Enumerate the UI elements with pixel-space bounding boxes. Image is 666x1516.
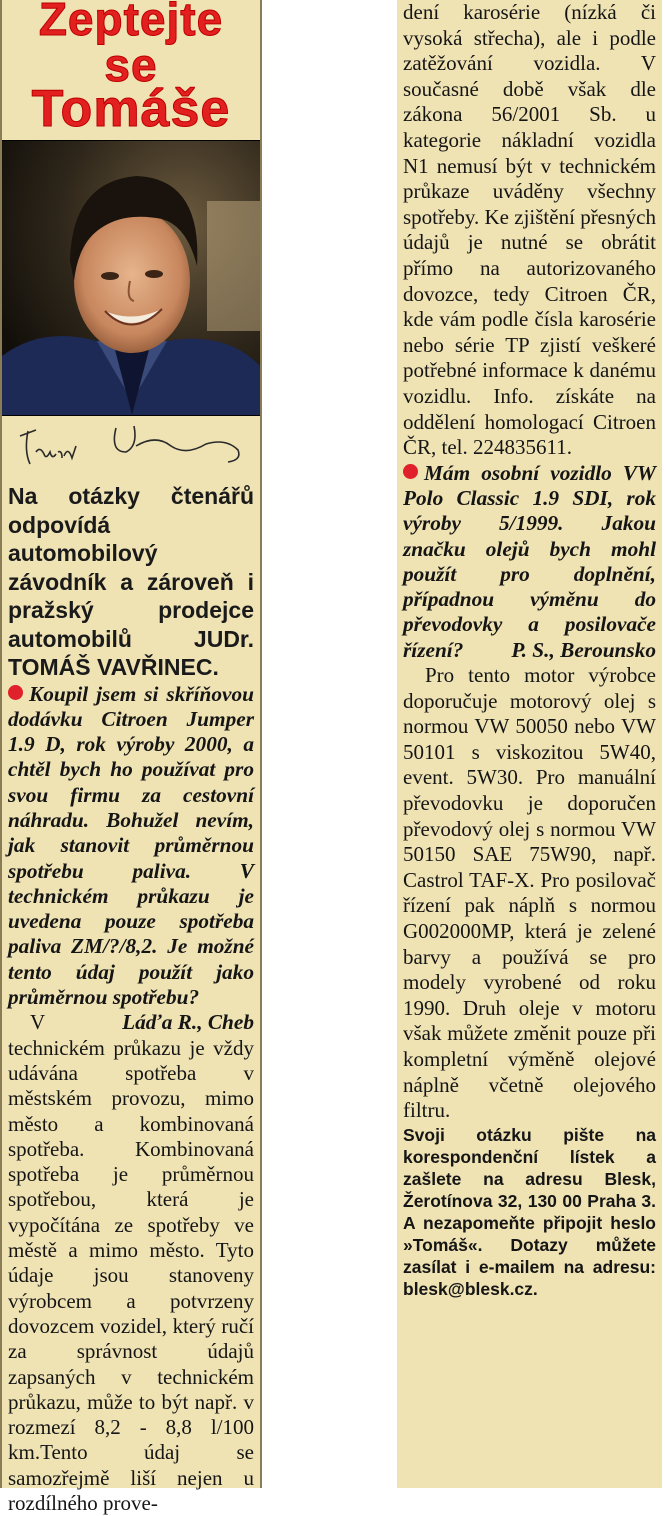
title-line-2: Tomáše <box>31 80 231 138</box>
answer-1: V technickém průkazu je vždy udávána spotřeba v městském provozu, mimo město a kombinovaná spotřeba. Kombinovaná spotřeba je průměrnou spotřebou, která je vypočítána ze spotřeby ve městě a mimo město. Tyto údaje jsou stanoveny výrobcem a potvrzeny dovozcem vozidel, který ručí za správnost údajů zapsaných v technickém průkazu, může to být např. v rozmezí 8,2 - 8,8 l/100 km.Tento údaj se samozřejmě liší nejen u rozdílného prove- <box>8 1010 254 1515</box>
left-column <box>0 0 262 1515</box>
title-line-1: Zeptejte se <box>38 0 224 91</box>
bullet-icon <box>403 464 418 479</box>
intro-text <box>8 482 254 682</box>
answer-2: Pro tento motor výrobce doporučuje motorový olej s normou VW 50050 nebo VW 50101 s viskozitou 5W40, event. 5W30. Pro manuální převodovku je doporučen převodový olej s normou VW 50150 SAE 75W90, např. Castrol TAF-X. Pro posilovač řízení pak náplň s normou G002000MP, která je zelené barvy a používá se pro modely vyrobené od roku 1990. Druh oleje v motoru však můžete změnit pouze při kompletní výměně olejové náplně včetně olejového filtru. <box>403 663 656 1123</box>
portrait-photo <box>2 140 260 416</box>
right-column <box>397 0 662 1488</box>
column-title <box>8 0 254 138</box>
intro-name: TOMÁŠ VAVŘINEC. <box>8 654 219 680</box>
question-2-text: Mám osobní vozidlo VW Polo Classic 1.9 SDI, rok výroby 5/1999. Jakou značku olejů bych mohl použít pro doplnění, případnou výměnu do převodovky a posilovače řízení? <box>403 460 656 662</box>
submission-info: Svoji otázku pište na korespondenční lístek a zašlete na adresu Blesk, Žerotínova 32, 130 00 Praha 3. A nezapomeňte připojit heslo »Tomáš«. Dotazy můžete zasílat i e-mailem na adresu: blesk@blesk.cz. <box>403 1124 656 1299</box>
handwritten-signature <box>6 416 256 476</box>
question-1-text: Koupil jsem si skříňovou dodávku Citroen Jumper 1.9 D, rok výroby 2000, a chtěl bych ho používat pro svou firmu za cestovní náhradu. Bohužel nevím, jak stanovit průměrnou spotřebu paliva. V technickém průkazu je uvedena pouze spotřeba paliva ZM/?/8,2. Je možné tento údaj použít jako průměrnou spotřebu? <box>8 681 254 1010</box>
answer-1-continued: dení karosérie (nízká či vysoká střecha), ale i podle zatěžování vozidla. V současné době však dle zákona 56/2001 Sb. u kategorie nákladní vozidla N1 nemusí být v technickém průkaze uváděny všechny spotřeby. Ke zjištění přesných údajů je nutné se obrátit přímo na autorizovaného dovozce, tedy Citroen ČR, kde vám podle čísla karosérie nebo série TP zjistí veškeré potřebné informace k danému vozidlu. Info. získáte na oddělení homologací Citroen ČR, tel. 224835611. <box>403 0 656 460</box>
question-2-author: P. S., Berounsko <box>511 637 656 662</box>
question-1 <box>8 681 254 1035</box>
question-2 <box>403 461 656 663</box>
question-1-author: Láďa R., Cheb <box>122 1010 254 1035</box>
bullet-icon <box>8 685 23 700</box>
intro-body: Na otázky čtenářů odpovídá automobilový závodník a zároveň i pražský prodejce automobilů JUDr. <box>8 483 254 652</box>
